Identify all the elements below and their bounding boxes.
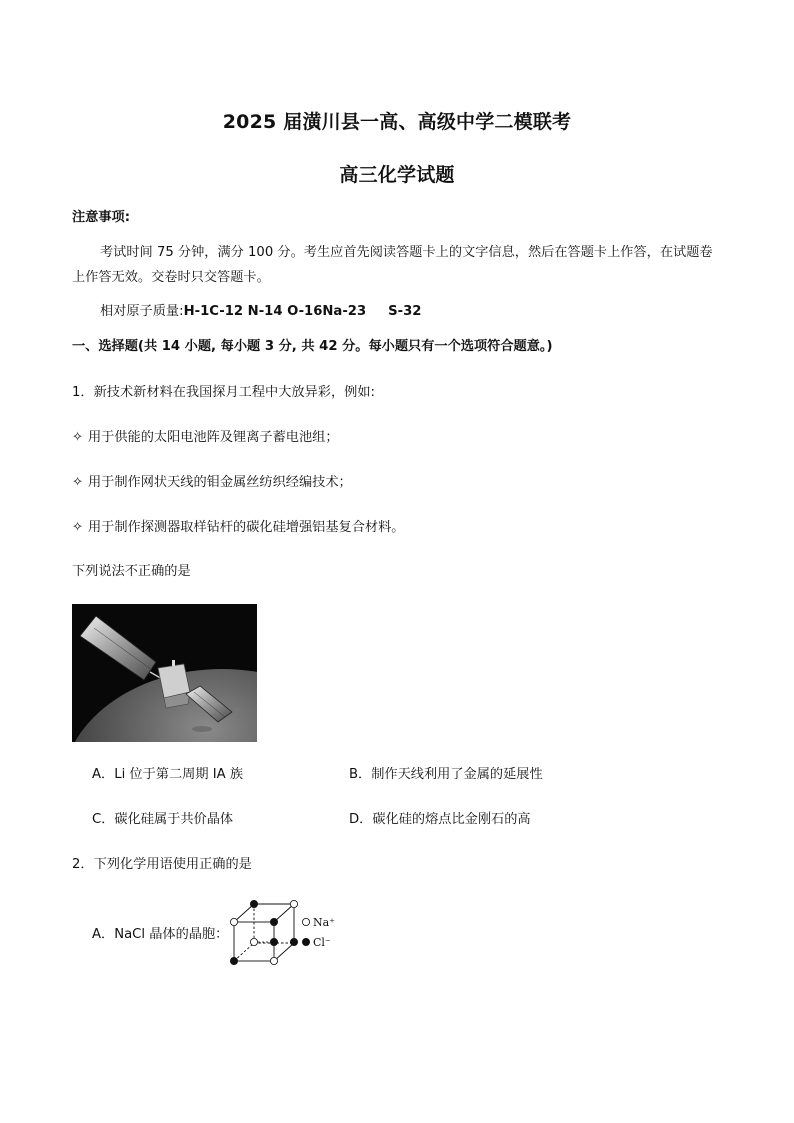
q2-stem: 2．下列化学用语使用正确的是: [72, 857, 252, 872]
q1-option-b: [349, 765, 543, 785]
nacl-unit-cell-diagram: [222, 897, 342, 972]
option-text: Li 位于第二周期 IA 族: [114, 767, 244, 782]
q1-bullet: [72, 473, 352, 493]
atomic-mass-line: [100, 302, 421, 322]
exam-subtitle: 高三化学试题: [339, 164, 455, 186]
notice-heading: 注意事项:: [72, 210, 131, 225]
option-text: NaCl 晶体的晶胞：: [114, 927, 229, 942]
notice-body: 考试时间 75 分钟，满分 100 分。考生应首先阅读答题卡上的文字信息，然后在答题卡上作答，在试题卷上作答无效。交卷时只交答题卡。: [72, 245, 713, 285]
na-legend-marker: [302, 918, 309, 925]
option-label: D．: [349, 812, 373, 827]
sparkle-icon: ✧: [72, 430, 84, 445]
q1-prompt: 下列说法不正确的是: [72, 564, 191, 579]
crystal-lattice-svg: [222, 897, 342, 972]
q1-bullet: [72, 518, 405, 538]
q1-bullet-text: 用于供能的太阳电池阵及锂离子蓄电池组；: [88, 430, 339, 445]
q1-bullet-text: 用于制作网状天线的钼金属丝纺织经编技术；: [88, 475, 352, 490]
atomic-mass-values: H-1C-12 N-14 O-16Na-23: [183, 304, 367, 319]
option-text: 碳化硅的熔点比金刚石的高: [372, 812, 531, 827]
q1-stem: 1．新技术新材料在我国探月工程中大放异彩，例如:: [72, 385, 375, 400]
q1-option-a: [92, 765, 243, 785]
na-legend-label: Na⁺: [313, 916, 335, 929]
option-text: 碳化硅属于共价晶体: [114, 812, 234, 827]
q1-option-d: [349, 810, 531, 830]
atomic-mass-extra: S-32: [388, 304, 422, 319]
q1-option-c: [92, 810, 233, 830]
sparkle-icon: ✧: [72, 520, 84, 535]
sparkle-icon: ✧: [72, 475, 84, 490]
option-label: A．: [92, 767, 115, 782]
section-heading: 一、选择题(共 14 小题, 每小题 3 分, 共 42 分。每小题只有一个选项符合题意。): [72, 339, 553, 354]
q2-option-a: [92, 925, 228, 945]
cl-legend-marker: [302, 938, 309, 945]
q1-bullet-text: 用于制作探测器取样钻杆的碳化硅增强铝基复合材料。: [88, 520, 405, 535]
cl-legend-label: Cl⁻: [313, 936, 331, 949]
exam-title: 2025 届潢川县一高、高级中学二模联考: [222, 111, 572, 133]
satellite-illustration: [72, 604, 257, 742]
lunar-probe-photo: [72, 604, 257, 742]
option-label: C．: [92, 812, 115, 827]
q1-bullet: [72, 428, 339, 448]
option-label: B．: [349, 767, 372, 782]
option-label: A．: [92, 927, 115, 942]
atomic-mass-label: 相对原子质量:: [100, 304, 184, 319]
option-text: 制作天线利用了金属的延展性: [371, 767, 543, 782]
